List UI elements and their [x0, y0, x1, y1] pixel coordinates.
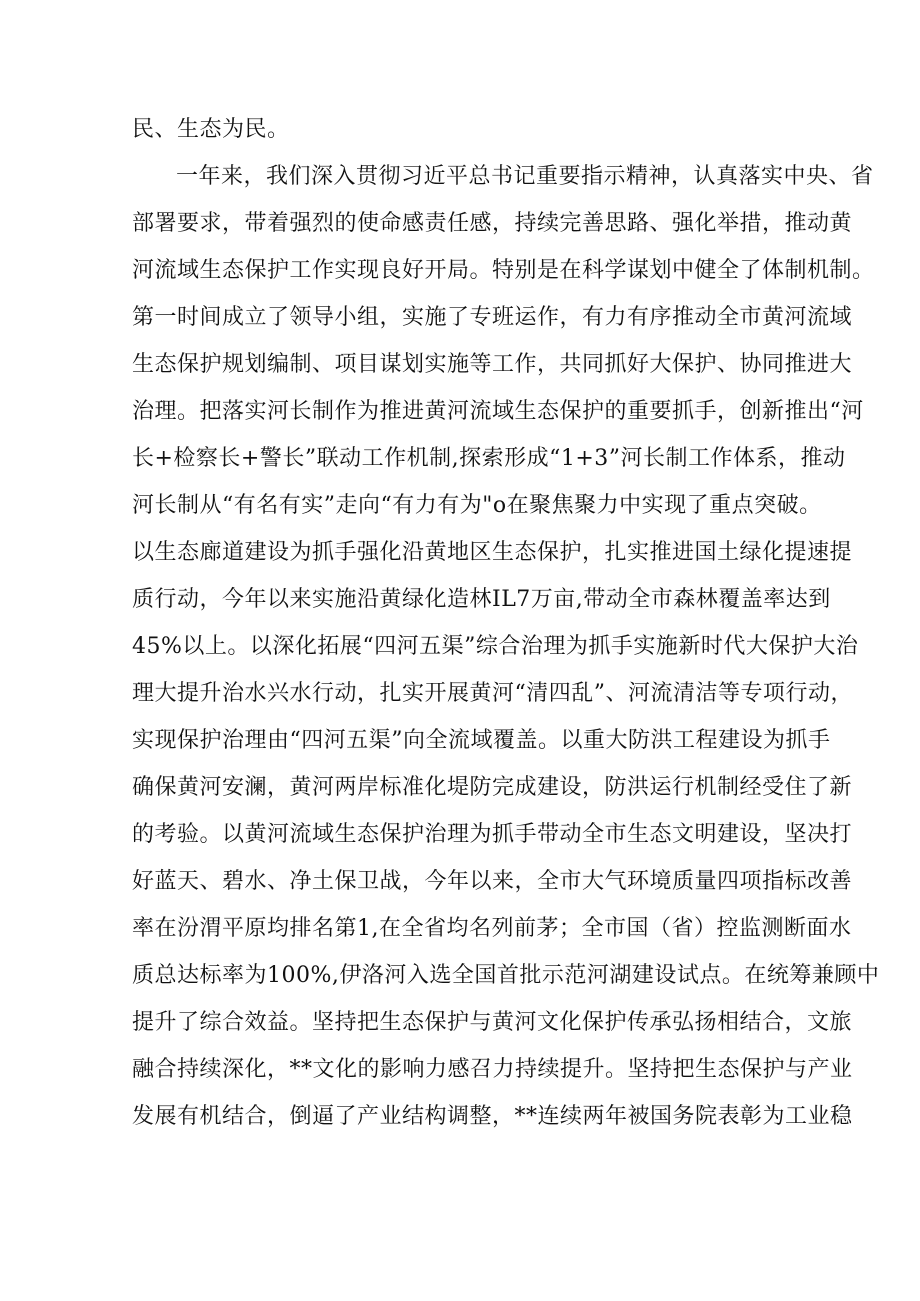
text-line: 质总达标率为100%,伊洛河入选全国首批示范河湖建设试点。在统筹兼顾中	[132, 963, 880, 988]
text-line: 部署要求，带着强烈的使命感责任感，持续完善思路、强化举措，推动黄	[132, 211, 853, 236]
text-line: 治理。把落实河长制作为推进黄河流域生态保护的重要抓手，创新推出“河	[132, 399, 864, 424]
text-line: 第一时间成立了领导小组，实施了专班运作，有力有序推动全市黄河流域	[132, 305, 853, 330]
text-line: 长+检察长+警长”联动工作机制,探索形成“1+3”河长制工作体系，推动	[132, 446, 846, 471]
paragraph-first-line: 一年来，我们深入贯彻习近平总书记重要指示精神，认真落实中央、省	[176, 164, 874, 189]
text-line: 生态保护规划编制、项目谋划实施等工作，共同抓好大保护、协同推进大	[132, 352, 853, 377]
text-line: 提升了综合效益。坚持把生态保护与黄河文化保护传承弘扬相结合，文旅	[132, 1010, 853, 1035]
text-line: 河长制从“有名有实”走向“有力有为"o在聚焦聚力中实现了重点突破。	[132, 493, 822, 518]
text-line: 发展有机结合，倒逼了产业结构调整，**连续两年被国务院表彰为工业稳	[132, 1104, 853, 1129]
text-line: 实现保护治理由“四河五渠”向全流域覆盖。以重大防洪工程建设为抓手	[132, 728, 831, 753]
text-line: 确保黄河安澜，黄河两岸标准化堤防完成建设，防洪运行机制经受住了新	[132, 775, 853, 800]
text-line: 质行动，今年以来实施沿黄绿化造林IL7万亩,带动全市森林覆盖率达到	[132, 587, 831, 612]
text-line: 的考验。以黄河流域生态保护治理为抓手带动全市生态文明建设，坚决打	[132, 822, 853, 847]
text-line: 好蓝天、碧水、净土保卫战，今年以来，全市大气环境质量四项指标改善	[132, 869, 853, 894]
text-line: 融合持续深化，**文化的影响力感召力持续提升。坚持把生态保护与产业	[132, 1057, 853, 1082]
text-line: 率在汾渭平原均排名第1,在全省均名列前茅；全市国（省）控监测断面水	[132, 916, 852, 941]
text-line: 河流域生态保护工作实现良好开局。特别是在科学谋划中健全了体制机制。	[132, 258, 875, 283]
text-line: 45%以上。以深化拓展“四河五渠”综合治理为抓手实施新时代大保护大治	[132, 634, 859, 659]
text-line: 理大提升治水兴水行动，扎实开展黄河“清四乱”、河流清洁等专项行动，	[132, 681, 853, 706]
text-line: 民、生态为民。	[132, 117, 290, 142]
text-line: 以生态廊道建设为抓手强化沿黄地区生态保护，扎实推进国土绿化提速提	[132, 540, 853, 565]
